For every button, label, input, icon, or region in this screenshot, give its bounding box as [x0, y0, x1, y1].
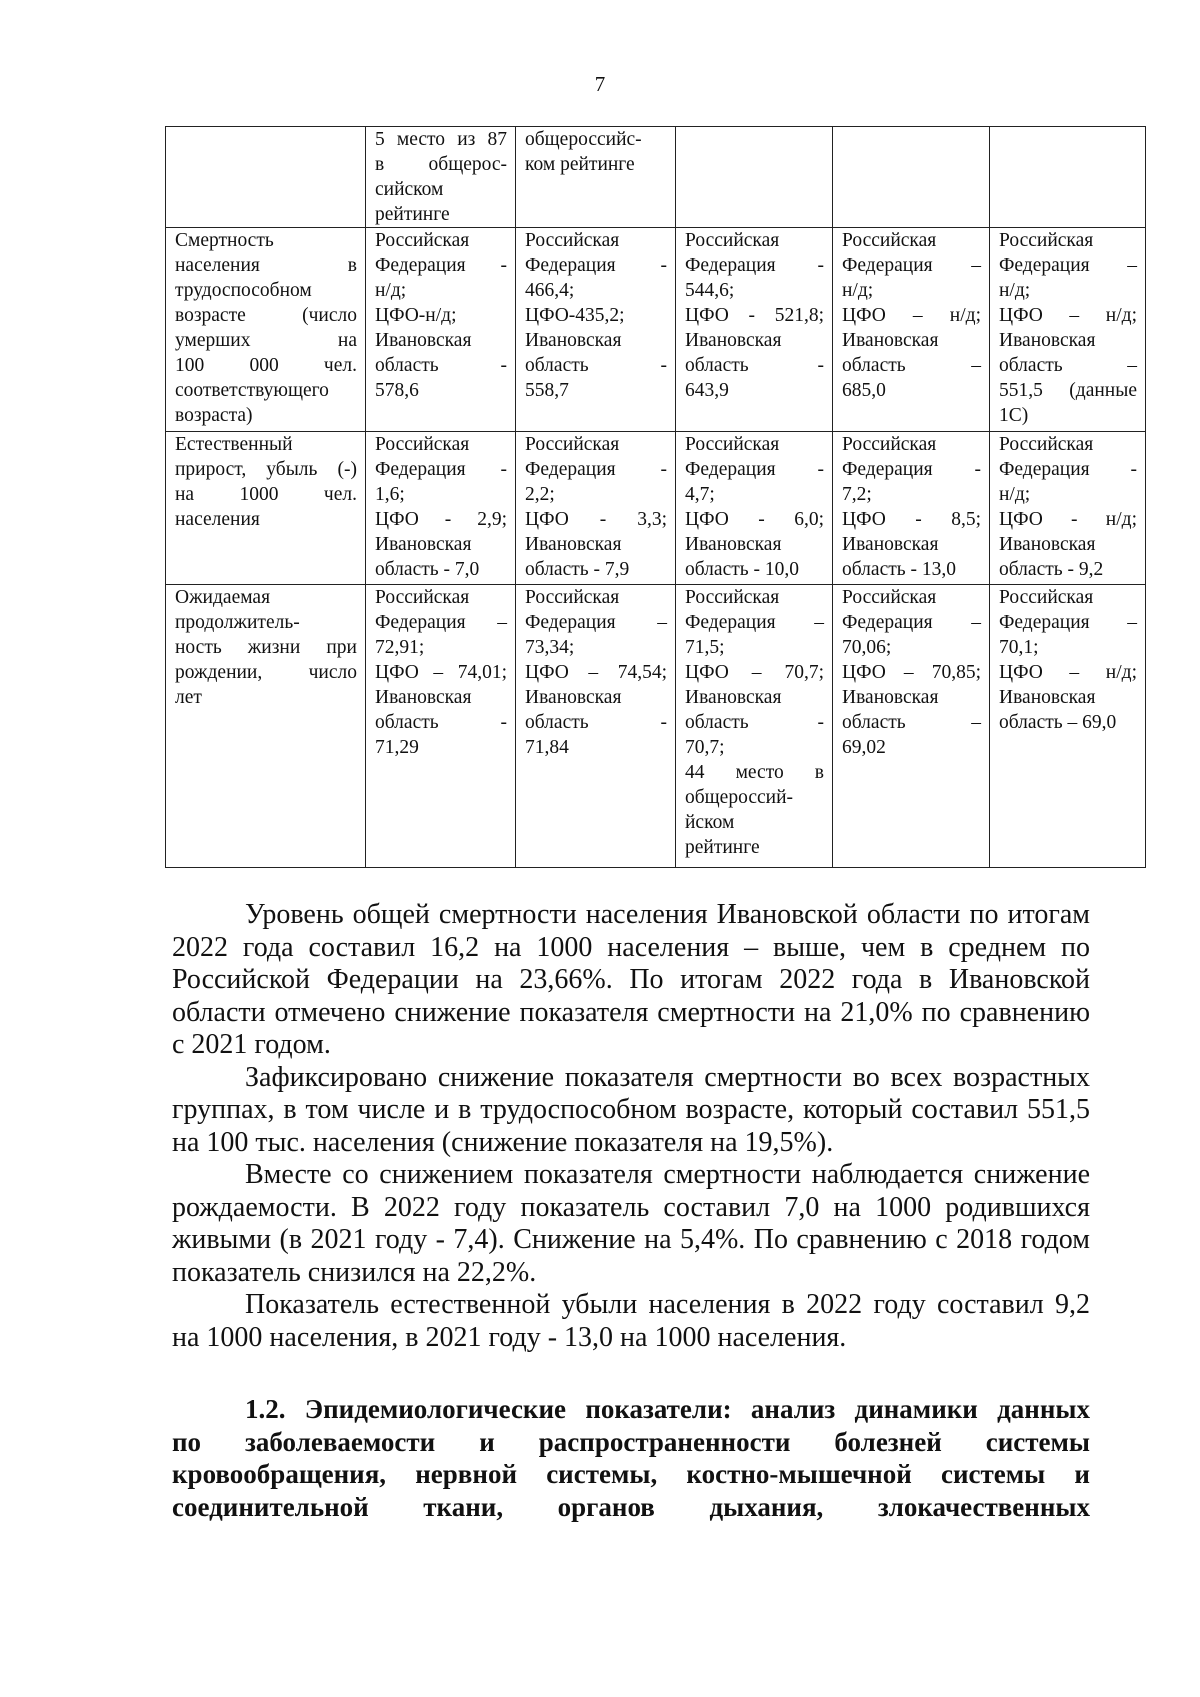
cell-text-line: н/д;	[375, 280, 407, 301]
cell-text-line: Ивановская	[842, 330, 939, 351]
page-number: 7	[594, 72, 606, 96]
indicator-name-cell	[166, 127, 366, 228]
cell-text-line: населения в	[175, 255, 357, 276]
cell-text-line: рейтинге	[685, 837, 760, 858]
value-cell	[366, 585, 516, 868]
cell-text-line: область -	[375, 712, 507, 733]
cell-text-line: 7,2;	[842, 484, 872, 505]
cell-text-line: 71,5;	[685, 637, 725, 658]
cell-text-line: область –	[842, 355, 981, 376]
cell-text-line: ЦФО – 74,01;	[375, 662, 507, 683]
cell-text-line: 5 место из 87	[375, 129, 507, 150]
cell-text-line: населения	[175, 509, 260, 530]
cell-text-line: область -	[685, 355, 824, 376]
value-cell	[990, 228, 1146, 432]
cell-text-line: рейтинге	[375, 204, 450, 225]
paragraph-line: Зафиксировано снижение показателя смертности во всех возрастных	[245, 1061, 1090, 1093]
value-cell	[833, 228, 990, 432]
value-cell	[516, 432, 676, 585]
cell-text-line: ЦФО – н/д;	[999, 662, 1137, 683]
cell-text-line: 558,7	[525, 380, 569, 401]
paragraph-line: на 1000 населения, в 2021 году - 13,0 на 1000 населения.	[172, 1321, 847, 1353]
cell-text-line: ЦФО – н/д;	[999, 305, 1137, 326]
cell-text-line: Российская	[842, 230, 937, 251]
cell-text-line: Федерация -	[685, 255, 824, 276]
heading-line: соединительной ткани, органов дыхания, злокачественных	[172, 1491, 1090, 1522]
cell-text-line: область - 10,0	[685, 559, 800, 580]
cell-text-line: Российская	[685, 230, 780, 251]
cell-text-line: Ивановская	[375, 687, 472, 708]
cell-text-line: Российская	[525, 230, 620, 251]
cell-text-line: рождении, число	[175, 662, 357, 683]
paragraph-line: показатель снизился на 22,2%.	[172, 1256, 537, 1288]
body-paragraph	[172, 1289, 1090, 1354]
cell-text-line: область - 9,2	[999, 559, 1104, 580]
cell-text-line: 466,4;	[525, 280, 575, 301]
cell-text-line: область -	[685, 712, 824, 733]
cell-text-line: 72,91;	[375, 637, 425, 658]
cell-text-line: Федерация -	[999, 459, 1137, 480]
cell-text-line: на 1000 чел.	[175, 484, 357, 505]
cell-text-line: Ивановская	[525, 330, 622, 351]
cell-text-line: ность жизни при	[175, 637, 357, 658]
cell-text-line: 551,5 (данные	[999, 380, 1137, 401]
cell-text-line: ком рейтинге	[525, 154, 635, 175]
cell-text-line: область -	[375, 355, 507, 376]
cell-text-line: Федерация –	[685, 612, 824, 633]
value-cell	[676, 228, 833, 432]
cell-text-line: 685,0	[842, 380, 886, 401]
cell-text-line: Ивановская	[375, 534, 472, 555]
cell-text-line: прирост, убыль (-)	[175, 459, 357, 480]
value-cell	[366, 127, 516, 228]
cell-text-line: Федерация -	[375, 255, 507, 276]
paragraph-line: с 2021 годом.	[172, 1029, 331, 1060]
cell-text-line: Российская	[685, 434, 780, 455]
paragraph-line: на 100 тыс. населения (снижение показателя на 19,5%).	[172, 1126, 834, 1158]
value-cell	[990, 585, 1146, 868]
cell-text-line: Российская	[525, 587, 620, 608]
cell-text-line: лет	[175, 687, 202, 708]
cell-text-line: 70,7;	[685, 737, 725, 758]
cell-text-line: общероссий-	[685, 787, 794, 808]
cell-text-line: Федерация –	[999, 255, 1137, 276]
cell-text-line: 71,29	[375, 737, 419, 758]
cell-text-line: общероссийс-	[525, 129, 642, 150]
cell-text-line: Российская	[685, 587, 780, 608]
cell-text-line: 578,6	[375, 380, 419, 401]
cell-text-line: Российская	[842, 434, 937, 455]
cell-text-line: Федерация -	[685, 459, 824, 480]
cell-text-line: 70,1;	[999, 637, 1039, 658]
section-heading	[172, 1393, 1090, 1523]
paragraph-line: Российской Федерации на 23,66%. По итогам 2022 года в Ивановской	[172, 964, 1090, 995]
cell-text-line: Российская	[375, 434, 470, 455]
paragraph-line: живыми (в 2021 году - 7,4). Снижение на 5,4%. По сравнению с 2018 годом	[172, 1224, 1090, 1255]
cell-text-line: сийском	[375, 179, 444, 200]
cell-text-line: 544,6;	[685, 280, 735, 301]
cell-text-line: 44 место в	[685, 762, 824, 783]
cell-text-line: Федерация -	[842, 459, 981, 480]
heading-line: 1.2. Эпидемиологические показатели: анализ динамики данных	[245, 1394, 1090, 1424]
cell-text-line: Естественный	[175, 434, 293, 455]
cell-text-line: умерших на	[175, 330, 357, 351]
table-row	[166, 127, 1146, 228]
body-paragraph	[172, 899, 1090, 1062]
cell-text-line: Федерация –	[999, 612, 1137, 633]
cell-text-line: Ивановская	[525, 534, 622, 555]
cell-text-line: Ивановская	[999, 534, 1096, 555]
body-text	[172, 899, 1090, 1354]
cell-text-line: ЦФО – 74,54;	[525, 662, 667, 683]
cell-text-line: Смертность	[175, 230, 274, 251]
cell-text-line: Федерация -	[525, 459, 667, 480]
cell-text-line: возрасте (число	[175, 305, 357, 326]
cell-text-line: ЦФО-н/д;	[375, 305, 457, 326]
cell-text-line: 100 000 чел.	[175, 355, 357, 376]
cell-text-line: Ивановская	[842, 534, 939, 555]
cell-text-line: Ивановская	[525, 687, 622, 708]
cell-text-line: область –	[999, 355, 1137, 376]
value-cell	[516, 228, 676, 432]
cell-text-line: соответствующего	[175, 380, 329, 401]
cell-text-line: 643,9	[685, 380, 729, 401]
value-cell	[833, 585, 990, 868]
cell-text-line: ЦФО - 8,5;	[842, 509, 981, 530]
value-cell	[990, 127, 1146, 228]
value-cell	[516, 585, 676, 868]
cell-text-line: ЦФО-435,2;	[525, 305, 625, 326]
cell-text-line: 69,02	[842, 737, 886, 758]
cell-text-line: Федерация –	[842, 255, 981, 276]
cell-text-line: Ивановская	[685, 534, 782, 555]
cell-text-line: Ивановская	[685, 330, 782, 351]
cell-text-line: Ивановская	[685, 687, 782, 708]
paragraph-line: группах, в том числе и в трудоспособном возрасте, который составил 551,5	[172, 1094, 1090, 1125]
cell-text-line: ЦФО – 70,85;	[842, 662, 981, 683]
cell-text-line: 2,2;	[525, 484, 555, 505]
paragraph-line: 2022 года составил 16,2 на 1000 населения – выше, чем в среднем по	[172, 931, 1090, 963]
value-cell	[676, 127, 833, 228]
cell-text-line: Российская	[375, 230, 470, 251]
value-cell	[833, 127, 990, 228]
cell-text-line: область – 69,0	[999, 712, 1117, 733]
body-paragraph	[172, 1062, 1090, 1160]
cell-text-line: ЦФО - 3,3;	[525, 509, 667, 530]
cell-text-line: н/д;	[999, 484, 1031, 505]
cell-text-line: ЦФО - 6,0;	[685, 509, 824, 530]
table-row	[166, 585, 1146, 868]
indicator-name-cell	[166, 432, 366, 585]
cell-text-line: область - 7,0	[375, 559, 480, 580]
cell-text-line: Российская	[525, 434, 620, 455]
cell-text-line: трудоспособном	[175, 280, 312, 301]
table-row	[166, 228, 1146, 432]
value-cell	[833, 432, 990, 585]
cell-text-line: 1С)	[999, 405, 1029, 426]
cell-text-line: ЦФО – 70,7;	[685, 662, 824, 683]
value-cell	[990, 432, 1146, 585]
cell-text-line: Российская	[375, 587, 470, 608]
cell-text-line: Российская	[999, 230, 1094, 251]
cell-text-line: Федерация –	[375, 612, 507, 633]
cell-text-line: ЦФО - 2,9;	[375, 509, 507, 530]
cell-text-line: Федерация -	[375, 459, 507, 480]
cell-text-line: Российская	[999, 587, 1094, 608]
cell-text-line: Федерация -	[525, 255, 667, 276]
heading-line: по заболеваемости и распространенности болезней системы	[172, 1426, 1090, 1457]
cell-text-line: область -	[525, 712, 667, 733]
cell-text-line: Ивановская	[999, 330, 1096, 351]
cell-text-line: н/д;	[842, 280, 874, 301]
cell-text-line: ЦФО – н/д;	[842, 305, 981, 326]
body-paragraph	[172, 1159, 1090, 1289]
cell-text-line: область - 13,0	[842, 559, 957, 580]
cell-text-line: Федерация –	[525, 612, 667, 633]
cell-text-line: Ивановская	[842, 687, 939, 708]
cell-text-line: ЦФО - 521,8;	[685, 305, 824, 326]
cell-text-line: в общерос-	[375, 154, 507, 175]
cell-text-line: продолжитель-	[175, 612, 300, 633]
cell-text-line: область -	[525, 355, 667, 376]
paragraph-line: Уровень общей смертности населения Ивановской области по итогам	[245, 899, 1090, 930]
cell-text-line: 4,7;	[685, 484, 715, 505]
cell-text-line: Федерация –	[842, 612, 981, 633]
indicator-name-cell	[166, 585, 366, 868]
cell-text-line: Ожидаемая	[175, 587, 271, 608]
cell-text-line: 73,34;	[525, 637, 575, 658]
paragraph-line: рождаемости. В 2022 году показатель составил 7,0 на 1000 родившихся	[172, 1191, 1090, 1223]
cell-text-line: 1,6;	[375, 484, 405, 505]
paragraph-line: Показатель естественной убыли населения в 2022 году составил 9,2	[245, 1289, 1090, 1320]
table-row	[166, 432, 1146, 585]
value-cell	[516, 127, 676, 228]
cell-text-line: йском	[685, 812, 735, 833]
cell-text-line: Ивановская	[999, 687, 1096, 708]
cell-text-line: 70,06;	[842, 637, 892, 658]
paragraph-line: Вместе со снижением показателя смертности наблюдается снижение	[245, 1159, 1090, 1190]
cell-text-line: ЦФО - н/д;	[999, 509, 1137, 530]
indicators-table	[165, 126, 1146, 868]
cell-text-line: н/д;	[999, 280, 1031, 301]
heading-line: кровообращения, нервной системы, костно-мышечной системы и	[172, 1459, 1090, 1489]
cell-text-line: Российская	[999, 434, 1094, 455]
indicator-name-cell	[166, 228, 366, 432]
value-cell	[676, 432, 833, 585]
paragraph-line: области отмечено снижение показателя смертности на 21,0% по сравнению	[172, 996, 1090, 1028]
value-cell	[676, 585, 833, 868]
cell-text-line: Ивановская	[375, 330, 472, 351]
cell-text-line: область - 7,9	[525, 559, 630, 580]
cell-text-line: Российская	[842, 587, 937, 608]
cell-text-line: возраста)	[175, 405, 253, 426]
cell-text-line: область –	[842, 712, 981, 733]
value-cell	[366, 432, 516, 585]
cell-text-line: 71,84	[525, 737, 569, 758]
value-cell	[366, 228, 516, 432]
